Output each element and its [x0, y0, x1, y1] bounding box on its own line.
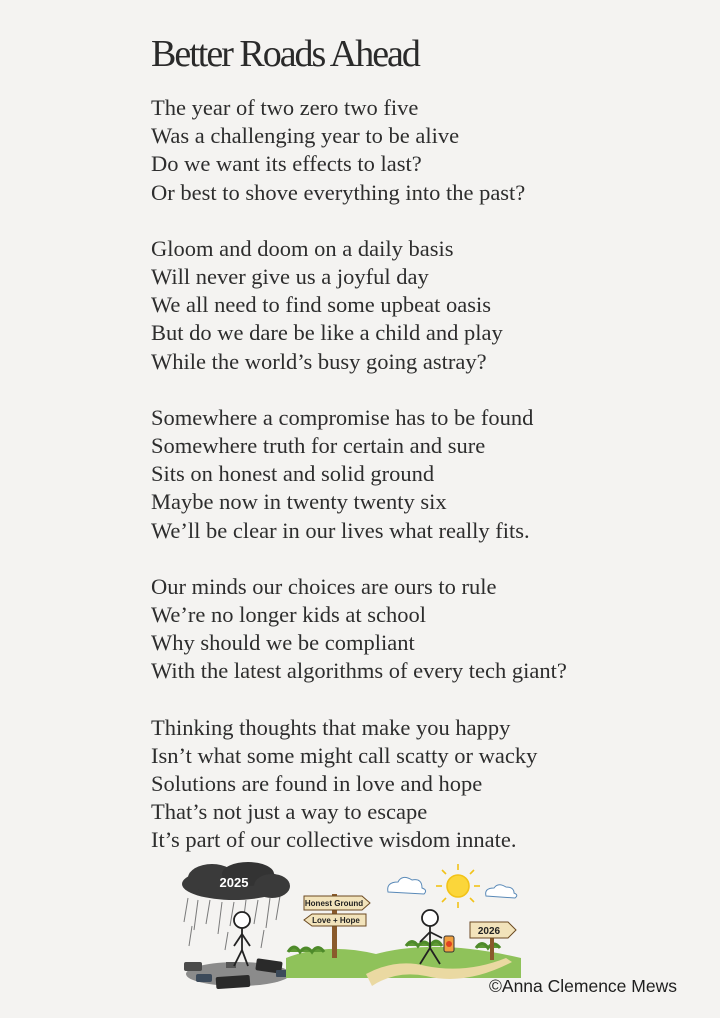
- stanza: [151, 714, 711, 855]
- poem-line: Isn’t what some might call scatty or wacky: [151, 742, 538, 768]
- poem-line: Will never give us a joyful day: [151, 264, 429, 290]
- poem-line: Do we want its effects to last?: [151, 151, 422, 177]
- sun-icon: [436, 864, 480, 908]
- stanza: [151, 404, 711, 545]
- poem-title: Better Roads Ahead: [151, 33, 419, 75]
- cloud-year-label: 2025: [219, 875, 249, 890]
- poem-line: Sits on honest and solid ground: [151, 461, 435, 487]
- poem-line: It’s part of our collective wisdom innate.: [151, 827, 517, 853]
- poem-line: Somewhere a compromise has to be found: [151, 404, 534, 430]
- lantern-icon: [444, 936, 454, 952]
- sad-stick-figure-icon: [234, 912, 250, 966]
- stanza: [151, 235, 711, 376]
- poem-line: Or best to shove everything into the past?: [151, 179, 526, 205]
- copyright-credit: ©Anna Clemence Mews: [489, 976, 677, 996]
- poem-line: The year of two zero two five: [151, 95, 419, 120]
- stanza: [151, 573, 711, 686]
- sign-love-hope: Love + Hope: [312, 916, 360, 925]
- poem-line: We’re no longer kids at school: [151, 602, 426, 628]
- poem-line: Solutions are found in love and hope: [151, 771, 483, 797]
- poem-line: That’s not just a way to escape: [151, 799, 428, 825]
- poem-line: Why should we be compliant: [151, 630, 415, 656]
- poem-line: Was a challenging year to be alive: [151, 123, 460, 149]
- poem-line: Maybe now in twenty twenty six: [151, 489, 447, 515]
- poem-line: We’ll be clear in our lives what really fits.: [151, 517, 530, 543]
- sign-honest-ground: Honest Ground: [304, 899, 364, 908]
- poem-line: Somewhere truth for certain and sure: [151, 433, 486, 459]
- sign-2026: 2026: [477, 926, 501, 937]
- poem-line: Gloom and doom on a daily basis: [151, 235, 454, 261]
- stanza: [151, 94, 711, 207]
- poem-line: Our minds our choices are ours to rule: [151, 573, 497, 599]
- poem-line: While the world’s busy going astray?: [151, 348, 487, 374]
- poem-line: Thinking thoughts that make you happy: [151, 714, 511, 740]
- roads-illustration: [176, 862, 526, 998]
- poem-line: With the latest algorithms of every tech giant?: [151, 658, 567, 684]
- rain-icon: [184, 896, 280, 950]
- poem-line: But do we dare be like a child and play: [151, 320, 503, 346]
- rubble-icon: [184, 958, 290, 989]
- poem-line: We all need to find some upbeat oasis: [151, 292, 491, 318]
- poem-body: [151, 94, 711, 883]
